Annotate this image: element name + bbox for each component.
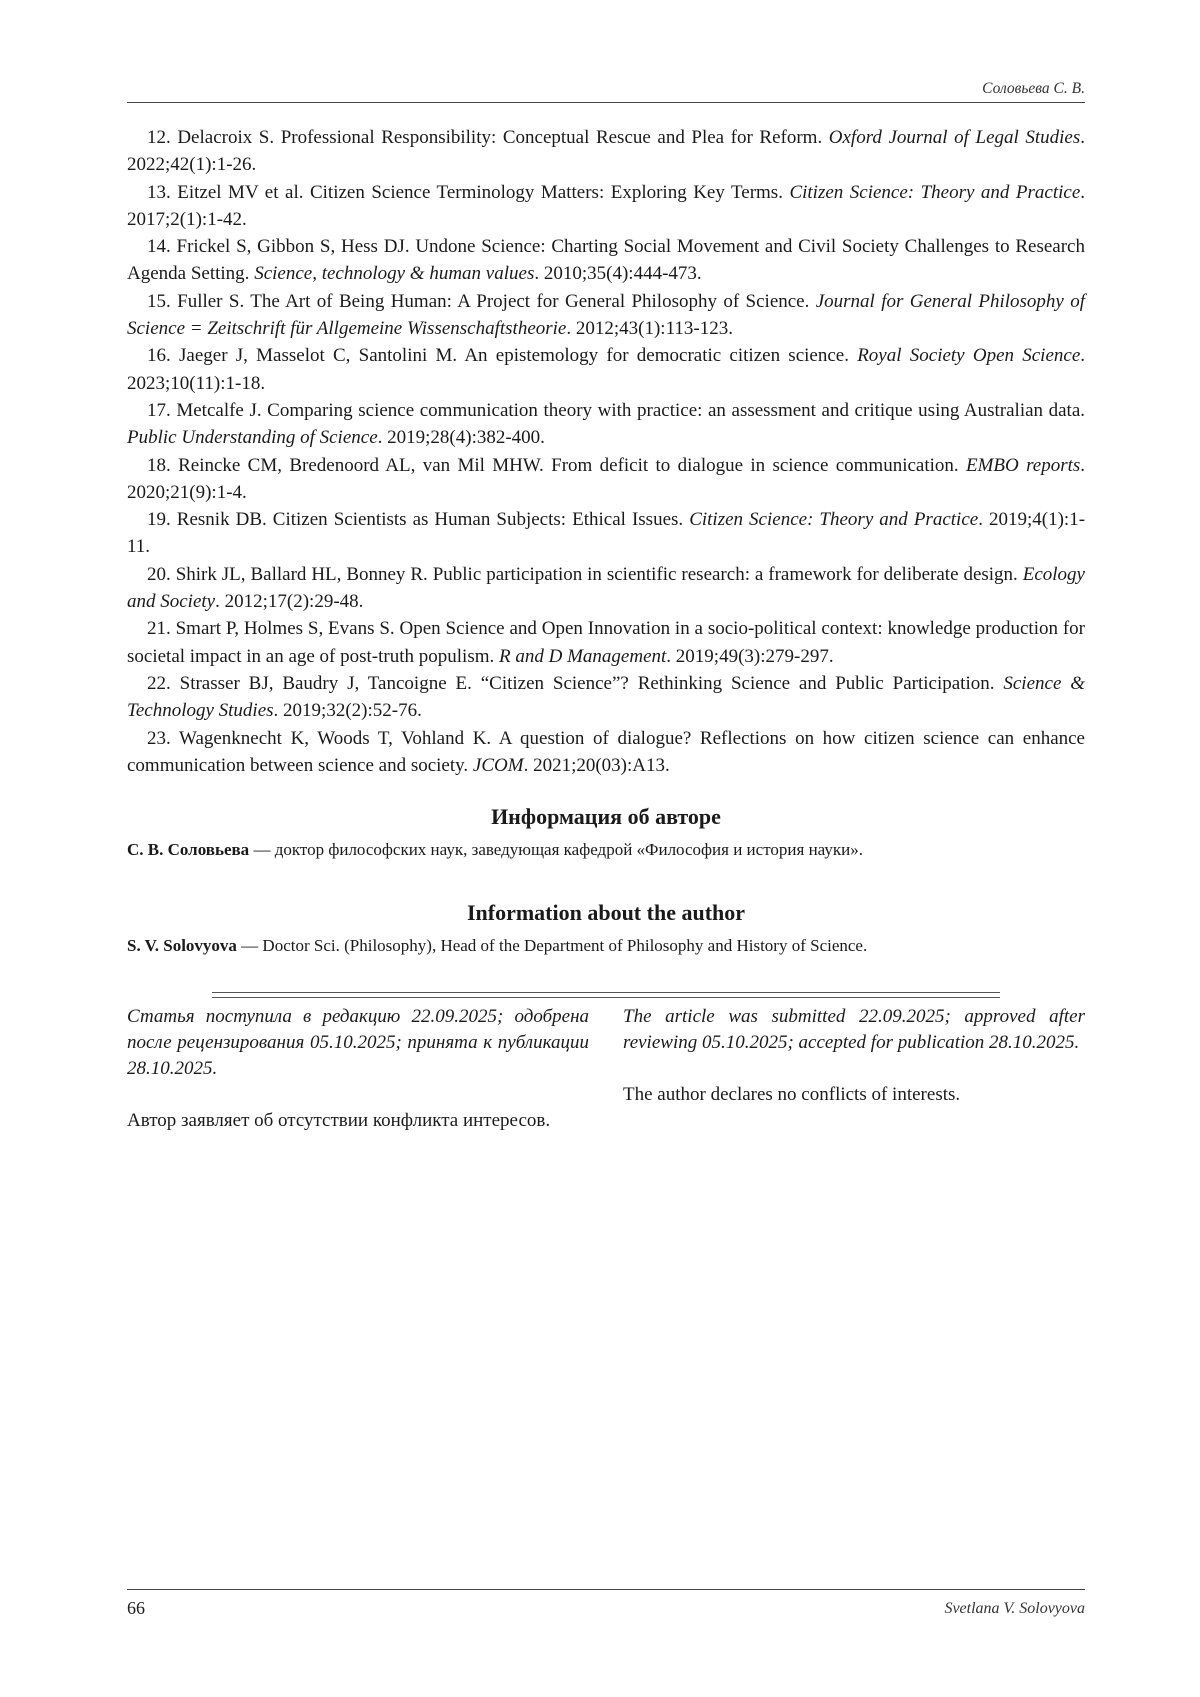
footer-rule [127, 1589, 1085, 1590]
reference-journal: JCOM [472, 754, 524, 776]
reference-journal: Citizen Science: Theory and Practice [789, 181, 1081, 203]
reference-item [127, 615, 1085, 670]
author-info-en-text [127, 934, 1085, 958]
reference-details: . 2022;42(1):1-26. [127, 127, 1085, 176]
reference-details: . 2019;4(1):1-11. [127, 509, 1086, 558]
reference-journal: Science & Technology Studies [127, 672, 1086, 722]
reference-item [127, 233, 1085, 288]
reference-number: 20. [147, 563, 171, 585]
reference-journal: Citizen Science: Theory and Practice [689, 509, 979, 531]
reference-details: . 2019;32(2):52-76. [273, 700, 422, 722]
author-info-ru-heading: Информация об авторе [491, 804, 721, 829]
running-footer-author: Svetlana V. Solovyova [944, 1600, 1085, 1617]
section-divider [212, 992, 1000, 998]
reference-number: 23. [147, 727, 171, 749]
author-description-ru: — доктор философских наук, заведующая кафедрой «Философия и история науки». [249, 840, 863, 859]
conflict-statement-ru: Автор заявляет об отсутствии конфликта интересов. [127, 1110, 551, 1131]
reference-item [127, 288, 1085, 343]
reference-number: 14. [147, 236, 171, 258]
reference-text: Jaeger J, Masselot C, Santolini M. An epistemology for democratic citizen science. [179, 345, 858, 367]
reference-text: Metcalfe J. Comparing science communication theory with practice: an assessment and critique using Australian data. [176, 399, 1086, 421]
reference-item [127, 506, 1085, 561]
reference-item [127, 397, 1085, 452]
conflict-statement-en: The author declares no conflicts of interests. [623, 1084, 961, 1105]
submission-column-ru [127, 1004, 589, 1134]
author-name-en: S. V. Solovyova [127, 936, 237, 955]
reference-number: 16. [147, 345, 171, 367]
reference-details: . 2012;17(2):29-48. [215, 591, 364, 613]
reference-text: Frickel S, Gibbon S, Hess DJ. Undone Science: Charting Social Movement and Civil Society Challenges to Research Agenda Setting. [127, 236, 1085, 285]
reference-journal: R and D Management [499, 645, 667, 667]
running-header-title: Соловьева С. В. [982, 80, 1085, 97]
reference-details: . 2010;35(4):444-473. [534, 263, 702, 285]
reference-item [127, 561, 1085, 616]
reference-text: Eitzel MV et al. Citizen Science Terminology Matters: Exploring Key Terms. [177, 181, 790, 203]
submission-column-en [623, 1004, 1085, 1108]
reference-number: 21. [147, 618, 171, 640]
header-rule [127, 102, 1085, 103]
reference-journal: Journal for General Philosophy of Science = Zeitschrift für Allgemeine Wissenschaftstheorie [127, 290, 1086, 340]
reference-list [127, 124, 1085, 779]
author-info-en [127, 898, 1085, 958]
reference-item [127, 670, 1085, 725]
author-info-ru-text [127, 838, 1085, 862]
reference-journal: Ecology and Society [127, 563, 1085, 613]
reference-journal: EMBO reports [965, 454, 1081, 476]
reference-item [127, 124, 1085, 179]
author-info-en-heading: Information about the author [466, 900, 746, 925]
reference-text: Shirk JL, Ballard HL, Bonney R. Public participation in scientific research: a framework for deliberate design. [175, 563, 1023, 585]
reference-item [127, 725, 1085, 780]
author-name-ru: С. В. Соловьева [127, 840, 250, 859]
submission-dates-ru: Статья поступила в редакцию 22.09.2025; одобрена после рецензирования 05.10.2025; принята к публикации 28.10.2025. [127, 1006, 589, 1079]
reference-details: . 2012;43(1):113-123. [566, 318, 733, 340]
reference-details: . 2019;28(4):382-400. [377, 427, 545, 449]
reference-details: . 2017;2(1):1-42. [127, 181, 1086, 230]
reference-journal: Royal Society Open Science [857, 345, 1081, 367]
reference-details: . 2021;20(03):A13. [523, 754, 670, 776]
reference-text: Resnik DB. Citizen Scientists as Human Subjects: Ethical Issues. [176, 509, 690, 531]
reference-number: 13. [147, 181, 171, 203]
reference-text: Strasser BJ, Baudry J, Tancoigne E. “Citizen Science”? Rethinking Science and Public Participation. [179, 672, 1004, 694]
reference-journal: Oxford Journal of Legal Studies [828, 127, 1081, 148]
author-info-ru [127, 802, 1085, 862]
reference-text: Delacroix S. Professional Responsibility: Conceptual Rescue and Plea for Reform. [177, 127, 829, 148]
reference-number: 12. [147, 127, 171, 148]
author-description-en: — Doctor Sci. (Philosophy), Head of the Department of Philosophy and History of Science. [236, 936, 868, 955]
article-page [127, 0, 1085, 1697]
reference-item [127, 179, 1085, 234]
reference-journal: Public Understanding of Science [127, 427, 378, 449]
reference-details: . 2023;10(11):1-18. [127, 345, 1086, 394]
reference-text: Fuller S. The Art of Being Human: A Project for General Philosophy of Science. [177, 290, 816, 312]
reference-journal: Science, technology & human values [254, 263, 535, 285]
reference-details: . 2020;21(9):1-4. [127, 454, 1086, 503]
reference-item [127, 342, 1085, 397]
page-number: 66 [127, 1598, 145, 1618]
reference-number: 19. [147, 509, 171, 531]
reference-item [127, 452, 1085, 507]
reference-text: Wagenknecht K, Woods T, Vohland K. A question of dialogue? Reflections on how citizen science can enhance communication between science and society. [127, 727, 1085, 776]
reference-number: 15. [147, 290, 171, 312]
reference-details: . 2019;49(3):279-297. [666, 645, 834, 667]
reference-number: 18. [147, 454, 171, 476]
reference-text: Smart P, Holmes S, Evans S. Open Science and Open Innovation in a socio-political context: knowledge production for societal impact in an age of post-truth populism. [127, 618, 1085, 667]
reference-number: 17. [147, 399, 171, 421]
submission-dates-en: The article was submitted 22.09.2025; approved after reviewing 05.10.2025; accepted for publication 28.10.2025. [623, 1006, 1085, 1053]
reference-number: 22. [147, 672, 171, 694]
reference-text: Reincke CM, Bredenoord AL, van Mil MHW. From deficit to dialogue in science communication. [178, 454, 966, 476]
